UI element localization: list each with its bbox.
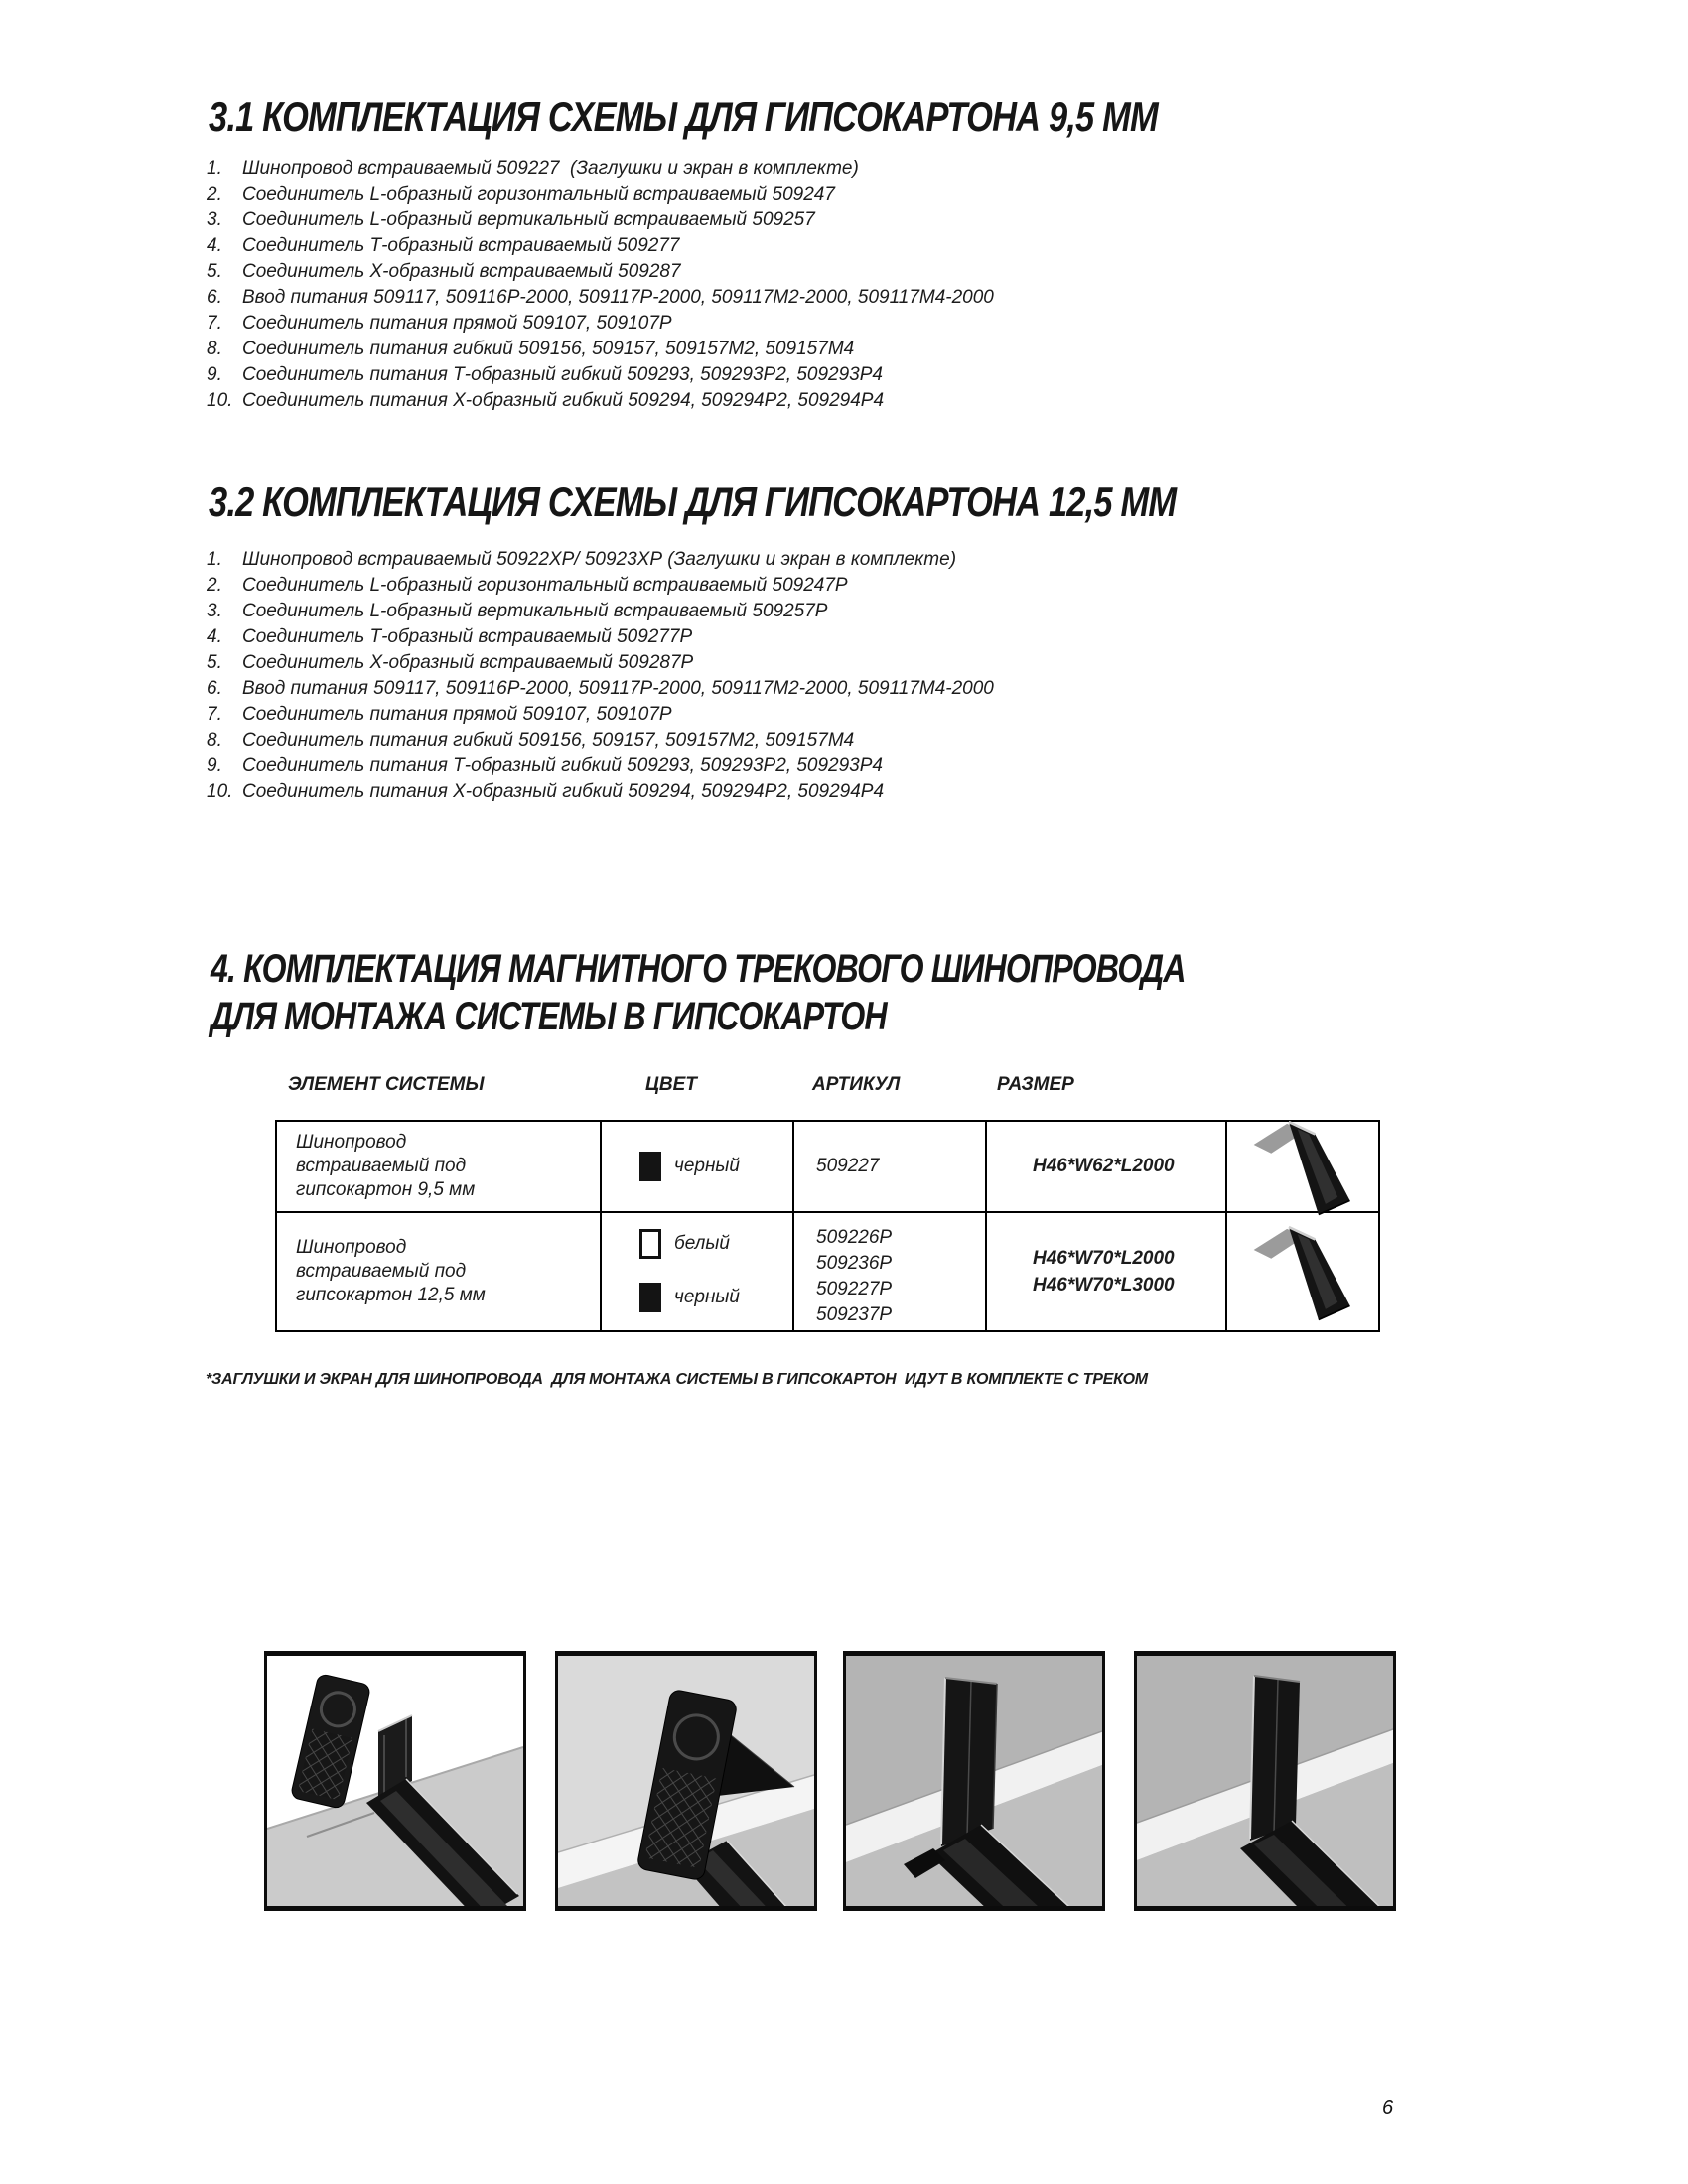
list-item: [207, 259, 994, 285]
table-header-color: ЦВЕТ: [645, 1074, 697, 1095]
color-label: черный: [674, 1156, 740, 1176]
element-name: Шинопровод встраиваемый под гипсокартон 12,5 мм: [296, 1237, 486, 1305]
table-header-size: РАЗМЕР: [997, 1074, 1074, 1095]
color-entry-white: [639, 1229, 730, 1259]
list-item: [207, 233, 994, 259]
section-4-title-line2: ДЛЯ МОНТАЖА СИСТЕМЫ В ГИПСОКАРТОН: [211, 995, 887, 1038]
page-number: 6: [1382, 2097, 1394, 2118]
list-item-text: Соединитель Т-образный встраиваемый 509277: [242, 235, 680, 256]
endcap-detached-render-icon: [267, 1656, 523, 1906]
list-item-text: Ввод питания 509117, 509116Р-2000, 509117Р-2000, 509117М2-2000, 509117М4-2000: [242, 287, 994, 308]
list-item: [207, 624, 994, 650]
list-item: [207, 728, 994, 753]
list-item-text: Ввод питания 509117, 509116Р-2000, 509117Р-2000, 509117М2-2000, 509117М4-2000: [242, 678, 994, 699]
list-item-text: Шинопровод встраиваемый 50922ХР/ 50923ХР (Заглушки и экран в комплекте): [242, 549, 957, 570]
table-header-element: ЭЛЕМЕНТ СИСТЕМЫ: [288, 1074, 485, 1095]
article-number: 509227Р: [816, 1279, 893, 1299]
list-item-number: 4.: [207, 626, 222, 647]
section-3-1-list: [207, 156, 994, 414]
size-value: H46*W70*L2000: [1033, 1248, 1175, 1269]
list-item: [207, 388, 994, 414]
color-swatch-black: [639, 1152, 661, 1181]
list-item-text: Соединитель L-образный горизонтальный встраиваемый 509247Р: [242, 575, 848, 596]
list-item: [207, 753, 994, 779]
list-item-number: 3.: [207, 601, 222, 621]
list-item-number: 10.: [207, 781, 233, 802]
track-components-table: [275, 1120, 1380, 1332]
article-number: 509236Р: [816, 1253, 893, 1274]
list-item-number: 2.: [207, 575, 222, 596]
list-item-number: 7.: [207, 313, 222, 334]
table-cell-color: [602, 1122, 794, 1213]
table-header-article: АРТИКУЛ: [812, 1074, 901, 1095]
list-item-number: 8.: [207, 339, 222, 359]
gallery-image-4: [1134, 1651, 1396, 1911]
table-cell-size: [987, 1213, 1227, 1330]
table-cell-article: [794, 1213, 987, 1330]
color-label: белый: [674, 1233, 730, 1254]
table-cell-color: [602, 1213, 794, 1330]
section-4-title-line1: 4. КОМПЛЕКТАЦИЯ МАГНИТНОГО ТРЕКОВОГО ШИНОПРОВОДА: [211, 947, 1186, 991]
list-item-number: 9.: [207, 364, 222, 385]
table-cell-element: [277, 1213, 602, 1330]
list-item-text: Соединитель L-образный горизонтальный встраиваемый 509247: [242, 184, 835, 205]
color-label: черный: [674, 1287, 740, 1307]
list-item-number: 10.: [207, 390, 233, 411]
size-value: H46*W70*L3000: [1033, 1275, 1175, 1296]
table-cell-article: [794, 1122, 987, 1213]
gallery-image-1: [264, 1651, 526, 1911]
list-item-text: Соединитель L-образный вертикальный встраиваемый 509257Р: [242, 601, 828, 621]
list-item: [207, 547, 994, 573]
endcap-attached-render-icon: [558, 1656, 814, 1906]
table-cell-image: [1227, 1122, 1378, 1213]
list-item-number: 6.: [207, 287, 222, 308]
section-4-title: [211, 945, 1186, 1040]
list-item-text: Соединитель питания Х-образный гибкий 509294, 509294Р2, 509294Р4: [242, 390, 885, 411]
list-item: [207, 362, 994, 388]
list-item-text: Соединитель питания прямой 509107, 509107Р: [242, 313, 672, 334]
article-number: 509237Р: [816, 1304, 893, 1325]
table-cell-size: [987, 1122, 1227, 1213]
color-entry-black: [639, 1283, 740, 1312]
list-item-text: Соединитель L-образный вертикальный встраиваемый 509257: [242, 209, 815, 230]
list-item: [207, 599, 994, 624]
table-cell-image: [1227, 1213, 1378, 1330]
list-item-number: 6.: [207, 678, 222, 699]
list-item-text: Соединитель питания Х-образный гибкий 509294, 509294Р2, 509294Р4: [242, 781, 885, 802]
track-profile-photo-icon: [1240, 1220, 1365, 1323]
color-swatch-black: [639, 1283, 661, 1312]
article-number: 509226Р: [816, 1227, 893, 1248]
gallery-image-2: [555, 1651, 817, 1911]
list-item-text: Соединитель Х-образный встраиваемый 509287Р: [242, 652, 694, 673]
table-cell-element: [277, 1122, 602, 1213]
article-group-white: [816, 1225, 892, 1277]
footnote: *ЗАГЛУШКИ И ЭКРАН ДЛЯ ШИНОПРОВОДА ДЛЯ МОНТАЖА СИСТЕМЫ В ГИПСОКАРТОН ИДУТ В КОМПЛЕКТЕ С ТРЕКОМ: [206, 1371, 1148, 1388]
list-item: [207, 182, 994, 207]
list-item-text: Соединитель питания гибкий 509156, 509157, 509157М2, 509157М4: [242, 339, 855, 359]
list-item-text: Соединитель питания Т-образный гибкий 509293, 509293Р2, 509293Р4: [242, 364, 883, 385]
list-item-number: 5.: [207, 652, 222, 673]
section-3-1-title: 3.1 КОМПЛЕКТАЦИЯ СХЕМЫ ДЛЯ ГИПСОКАРТОНА 9,5 ММ: [209, 93, 1158, 140]
list-item: [207, 285, 994, 311]
list-item-number: 7.: [207, 704, 222, 725]
list-item-text: Соединитель питания Т-образный гибкий 509293, 509293Р2, 509293Р4: [242, 755, 883, 776]
list-item-number: 1.: [207, 158, 222, 179]
list-item: [207, 702, 994, 728]
list-item: [207, 573, 994, 599]
list-item-number: 3.: [207, 209, 222, 230]
element-name: Шинопровод встраиваемый под гипсокартон 9,5 мм: [296, 1132, 476, 1200]
recessed-track-finished-render-icon: [1137, 1656, 1393, 1906]
recessed-track-connector-render-icon: [846, 1656, 1102, 1906]
list-item-number: 1.: [207, 549, 222, 570]
section-3-2-list: [207, 547, 994, 805]
list-item: [207, 207, 994, 233]
list-item-text: Соединитель Х-образный встраиваемый 509287: [242, 261, 681, 282]
list-item: [207, 650, 994, 676]
track-profile-photo-icon: [1240, 1115, 1365, 1218]
list-item-number: 5.: [207, 261, 222, 282]
list-item-text: Шинопровод встраиваемый 509227 (Заглушки и экран в комплекте): [242, 158, 859, 179]
size-value: H46*W62*L2000: [1033, 1156, 1175, 1176]
list-item-number: 8.: [207, 730, 222, 751]
list-item: [207, 337, 994, 362]
list-item: [207, 779, 994, 805]
list-item-text: Соединитель питания гибкий 509156, 509157, 509157М2, 509157М4: [242, 730, 855, 751]
list-item: [207, 156, 994, 182]
list-item: [207, 311, 994, 337]
list-item-text: Соединитель питания прямой 509107, 509107Р: [242, 704, 672, 725]
section-3-2-title: 3.2 КОМПЛЕКТАЦИЯ СХЕМЫ ДЛЯ ГИПСОКАРТОНА 12,5 ММ: [209, 478, 1177, 525]
article-number: 509227: [816, 1156, 880, 1176]
list-item-text: Соединитель Т-образный встраиваемый 509277Р: [242, 626, 693, 647]
article-group-black: [816, 1277, 892, 1328]
gallery-image-3: [843, 1651, 1105, 1911]
list-item-number: 4.: [207, 235, 222, 256]
list-item-number: 2.: [207, 184, 222, 205]
list-item: [207, 676, 994, 702]
list-item-number: 9.: [207, 755, 222, 776]
color-swatch-white: [639, 1229, 661, 1259]
